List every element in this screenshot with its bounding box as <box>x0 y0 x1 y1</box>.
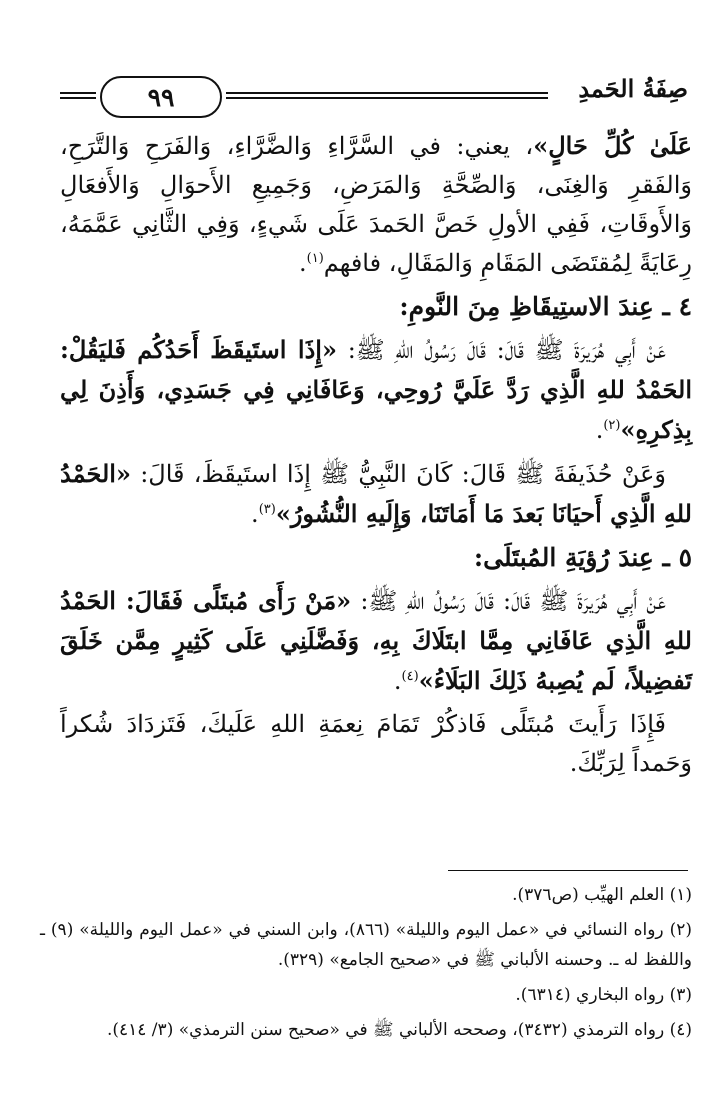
running-title: صِفَةُ الحَمدِ <box>578 74 688 103</box>
paragraph-1-text: ، يعني: في السَّرَّاءِ وَالضَّرَّاءِ، وَالفَرَحِ وَالتَّرَحِ، وَالفَقرِ وَالغِنَى، وَالصِّحَّةِ وَالمَرَضِ، وَجَمِيعِ الأَحوَالِ وَالأَفعَالِ وَالأَوقَاتِ، فَفِي الأولِ خَصَّ الحَمدَ عَلَى شَيءٍ، وَفِي الثَّانِي عَمَّمَهُ، رِعَايَةً لِمُقتَضَى المَقَامِ وَالمَقَالِ، فافهم <box>60 132 692 277</box>
hadith-quote-4: «مَنْ رَأَى مُبتَلًى فَقَالَ: الحَمْدُ للهِ الَّذِي عَافَانِي مِمَّا ابتَلَاكَ بِهِ، وَفَضَّلَنِي عَلَى كَثِيرٍ مِمَّن خَلَقَ تَفضِيلاً، لَم يُصِبهُ ذَلِكَ البَلَاءُ» <box>60 586 692 695</box>
header-rule-left <box>60 92 96 100</box>
hadith-quote-2: «إِذَا استَيقَظَ أَحَدُكُم فَليَقُلْ: الحَمْدُ للهِ الَّذِي رَدَّ عَلَيَّ رُوحِي، وَعَافَانِي فِي جَسَدِي، وَأَذِنَ لِي بِذِكرِهِ» <box>60 335 692 444</box>
page-number: ٩٩ <box>100 76 222 118</box>
footnote-4: (٤) رواه الترمذي (٣٤٣٢)، وصححه الألباني ﷺ في «صحيح سنن الترمذي» (٣/ ٤١٤). <box>106 1020 692 1040</box>
paragraph-3-text: وَعَنْ حُذَيفَةَ ﷺ قَالَ: كَانَ النَّبِيُّ ﷺ إِذَا استَيقَظَ، قَالَ: <box>130 460 666 488</box>
section-heading-4: ٤ ـ عِندَ الاستِيقَاظِ مِنَ النَّومِ: <box>399 292 692 321</box>
paragraph-1-end: . <box>299 249 307 277</box>
paragraph-4-text: عَنْ أَبِي هُرَيرَةَ ﷺ قَالَ: قَالَ رَسُولُ اللهِ ﷺ: <box>351 587 666 615</box>
main-text <box>60 126 692 787</box>
paragraph-1 <box>60 126 692 283</box>
footnote-separator <box>448 870 688 871</box>
footnote-ref-4: (٤) <box>401 669 419 684</box>
paragraph-2 <box>60 330 692 450</box>
hadith-ending: عَلَىٰ كُلِّ حَالٍ» <box>533 131 693 160</box>
footnote-1: (١) العلم الهيِّب (ص٣٧٦). <box>512 885 692 905</box>
paragraph-5: فَإِذَا رَأَيتَ مُبتَلًى فَاذكُرْ تَمَامَ نِعمَةِ اللهِ عَلَيكَ، فَتَزدَادَ شُكراً وَحَمداً لِرَبِّكَ. <box>60 710 692 777</box>
hadith-quote-3: «الحَمْدُ للهِ الَّذِي أَحيَانَا بَعدَ مَا أَمَاتَنَا، وَإِلَيهِ النُّشُورُ» <box>60 459 692 528</box>
footnote-2: (٢) رواه النسائي في «عمل اليوم والليلة» (٨٦٦)، وابن السني في «عمل اليوم والليلة» (٩) ـ واللفظ له ـ. وحسنه الألباني ﷺ في «صحيح الجامع» (٣٢٩). <box>40 920 692 970</box>
footnote-3: (٣) رواه البخاري (٦٣١٤). <box>515 985 692 1005</box>
footnote-ref-3: (٣) <box>258 502 276 517</box>
paragraph-3-end: . <box>251 500 259 528</box>
header-rule-right <box>226 92 548 100</box>
paragraph-4 <box>60 581 692 701</box>
footnotes <box>40 880 692 1050</box>
paragraph-3 <box>60 454 692 534</box>
footnote-ref-1: (١) <box>306 251 324 266</box>
paragraph-2-end: . <box>595 416 604 444</box>
paragraph-4-end: . <box>393 667 402 695</box>
paragraph-2-text: عَنْ أَبِي هُرَيرَةَ ﷺ قَالَ: قَالَ رَسُولُ اللهِ ﷺ: <box>336 336 666 364</box>
page-header <box>60 70 688 120</box>
section-heading-5: ٥ ـ عِندَ رُؤيَةِ المُبتَلَى: <box>473 543 692 572</box>
footnote-ref-2: (٢) <box>603 418 621 433</box>
